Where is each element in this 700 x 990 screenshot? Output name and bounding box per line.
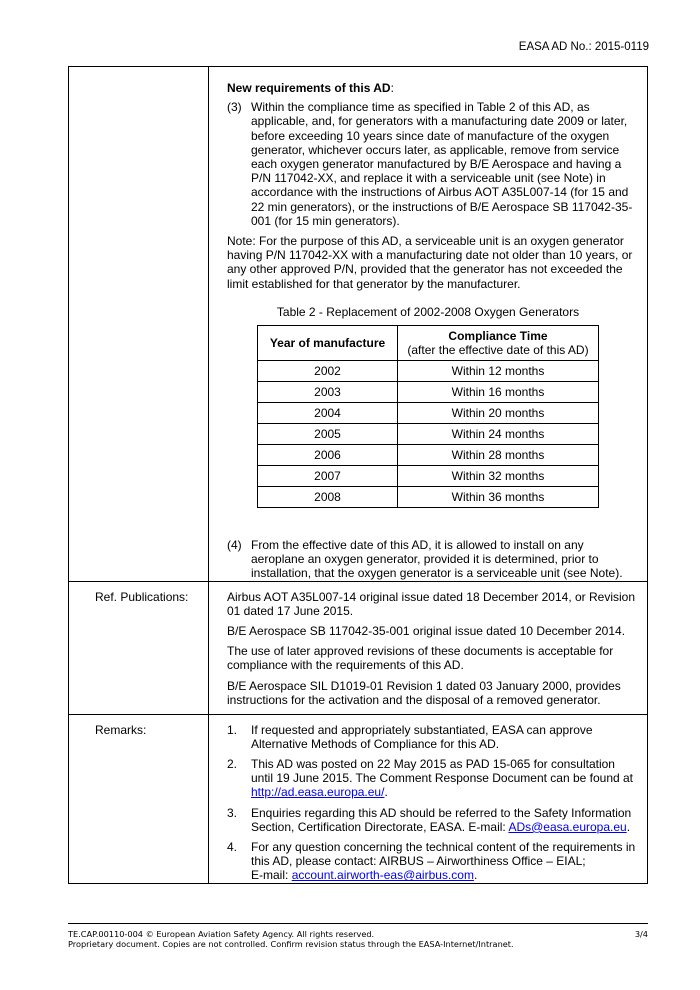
note-paragraph: Note: For the purpose of this AD, a serviceable unit is an oxygen generator having P/N 117042-XX with a manufacturing date not older than 10 years, or any other approved P/N, provided that the generator has not exceeded the limit established for that generator by the manufacturer. [227, 234, 633, 291]
time-cell: Within 24 months [398, 424, 599, 445]
remark-text-block: Enquiries regarding this AD should be referred to the Safety Information Section, Certification Directorate, EASA. E-mail: ADs@easa.europa.eu. [251, 805, 632, 834]
requirements-label-cell [69, 67, 209, 582]
time-cell: Within 32 months [398, 466, 599, 487]
remark-item-2 [227, 757, 639, 800]
year-cell: 2003 [258, 382, 398, 403]
easa-ad-link[interactable]: http://ad.easa.europa.eu/ [251, 785, 385, 800]
ref-publications-label-cell [69, 581, 209, 714]
table-row [258, 424, 599, 445]
footer-divider [68, 923, 648, 924]
compliance-table [257, 325, 599, 508]
remark-text: This AD was posted on 22 May 2015 as PAD 15-065 for consultation until 19 June 2015. The Comment Response Document can be found at [251, 757, 634, 786]
requirements-row [69, 67, 648, 582]
page-footer [68, 929, 648, 949]
remark-number: 3. [227, 805, 238, 820]
remark-text-block: For any question concerning the technical content of the requirements in this AD, please contact: AIRBUS – Airworthiness Office – EIAL; E-mail: account.airworth-eas@airbus.com. [251, 840, 636, 883]
item-number: (4) [227, 538, 242, 553]
year-cell: 2007 [258, 466, 398, 487]
item-number: (3) [227, 100, 242, 115]
remark-text-block: This AD was posted on 22 May 2015 as PAD 15-065 for consultation until 19 June 2015. The Comment Response Document can be found at http://ad.easa.europa.eu/. [251, 757, 634, 800]
time-cell: Within 28 months [398, 445, 599, 466]
year-cell: 2008 [258, 487, 398, 508]
requirement-item-4 [227, 538, 639, 581]
remark-item-4 [227, 840, 639, 883]
time-cell: Within 12 months [398, 361, 599, 382]
year-cell: 2002 [258, 361, 398, 382]
remarks-row [69, 714, 648, 883]
remark-number: 4. [227, 840, 238, 855]
col-compliance-title: Compliance Time [448, 329, 548, 344]
remark-text: Enquiries regarding this AD should be referred to the Safety Information Section, Certification Directorate, EASA. E-mail: [251, 805, 632, 834]
footer-disclaimer: Proprietary document. Copies are not controlled. Confirm revision status through the EASA-Internet/Intranet. [68, 939, 514, 949]
year-cell: 2005 [258, 424, 398, 445]
table-row [258, 466, 599, 487]
publication-paragraph: B/E Aerospace SB 117042-35-001 original issue dated 10 December 2014. [227, 624, 626, 639]
compliance-table-header [258, 326, 599, 361]
col-year-header: Year of manufacture [258, 326, 398, 361]
time-cell: Within 36 months [398, 487, 599, 508]
easa-email-link[interactable]: ADs@easa.europa.eu [508, 819, 627, 834]
publication-paragraph: The use of later approved revisions of these documents is acceptable for compliance with the requirements of this AD. [227, 644, 614, 673]
time-cell: Within 16 months [398, 382, 599, 403]
requirement-item-3 [227, 100, 639, 228]
table-row [258, 361, 599, 382]
remark-text: For any question concerning the technical content of the requirements in this AD, please contact: AIRBUS – Airworthiness Office – EIAL; [251, 840, 636, 869]
ad-content-table [68, 66, 648, 884]
time-cell: Within 20 months [398, 403, 599, 424]
remark-item-1 [227, 723, 639, 751]
requirements-content-cell [209, 67, 648, 582]
publication-paragraph: Airbus AOT A35L007-14 original issue dated 18 December 2014, or Revision 01 dated 17 June 2015. [227, 589, 636, 618]
year-cell: 2004 [258, 403, 398, 424]
col-compliance-subtitle: (after the effective date of this AD) [407, 343, 589, 358]
remark-number: 1. [227, 722, 238, 737]
airbus-email-link[interactable]: account.airworth-eas@airbus.com [291, 868, 474, 883]
table-row [258, 487, 599, 508]
ref-publications-row [69, 581, 648, 714]
footer-copyright: TE.CAP.00110-004 © European Aviation Safety Agency. All rights reserved. [68, 929, 375, 939]
ad-number-header: EASA AD No.: 2015-0119 [518, 41, 649, 53]
remarks-label: Remarks: [95, 722, 147, 737]
item-text: From the effective date of this AD, it is allowed to install on any aeroplane an oxygen generator, provided it is determined, prior to installation, that the oxygen generator is a serviceable unit (see Note). [251, 538, 623, 581]
remarks-label-cell [69, 714, 209, 883]
remarks-content-cell [209, 714, 648, 883]
table-row [258, 382, 599, 403]
remark-item-3 [227, 806, 639, 834]
table-row [258, 403, 599, 424]
table-caption: Table 2 - Replacement of 2002-2008 Oxygen Generators [276, 304, 580, 319]
year-cell: 2006 [258, 445, 398, 466]
requirements-heading: New requirements of this AD: [227, 81, 394, 95]
remark-number: 2. [227, 757, 238, 772]
item-text: Within the compliance time as specified in Table 2 of this AD, as applicable, and, for generators with a manufacturing date 2009 or later, before exceeding 10 years since date of manufacture of the oxygen generator, whichever occurs later, as applicable, remove from service each oxygen generator manufactured by B/E Aerospace and having a P/N 117042-XX, and replace it with a serviceable unit (see Note) in accordance with the instructions of Airbus AOT A35L007-14 (for 15 and 22 min generators), or the instructions of B/E Aerospace SB 117042-35-001 (for 15 min generators). [251, 100, 633, 228]
ref-publications-content-cell [209, 581, 648, 714]
ref-publications-label: Ref. Publications: [95, 589, 189, 604]
table-row [258, 445, 599, 466]
publication-paragraph: B/E Aerospace SIL D1019-01 Revision 1 dated 03 January 2000, provides instructions for the activation and the disposal of a removed generator. [227, 678, 621, 707]
col-compliance-header [398, 326, 599, 361]
remark-text: If requested and appropriately substantiated, EASA can approve Alternative Methods of Compliance for this AD. [251, 722, 593, 751]
page-number: 3/4 [634, 929, 648, 939]
